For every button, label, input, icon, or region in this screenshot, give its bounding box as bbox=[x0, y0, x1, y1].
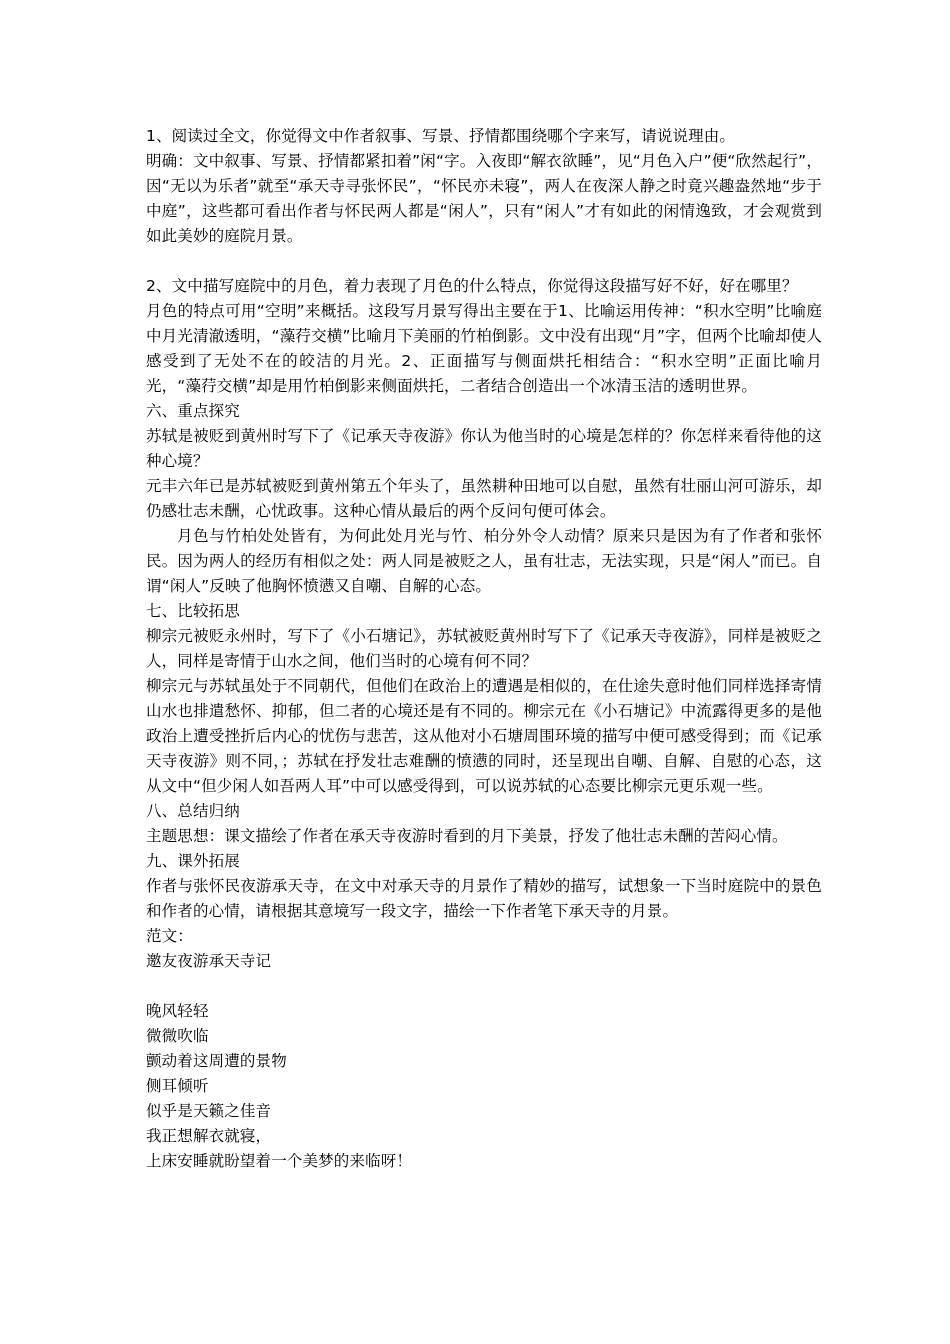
question-1: 1、阅读过全文，你觉得文中作者叙事、写景、抒情都围绕哪个字来写，请说说理由。 bbox=[146, 127, 736, 145]
blank-line bbox=[146, 974, 822, 999]
section-heading-7: 七、比较拓思 bbox=[146, 602, 240, 620]
question-2: 2、文中描写庭院中的月色，着力表现了月色的什么特点，你觉得这段描写好不好，好在哪里？ bbox=[146, 277, 798, 295]
poem-line: 上床安睡就盼望着一个美梦的来临呀！ bbox=[146, 1152, 413, 1170]
poem-line: 微微吹临 bbox=[146, 1027, 209, 1045]
blank-line bbox=[146, 249, 822, 274]
poem-line: 晚风轻轻 bbox=[146, 1002, 209, 1020]
answer-1: 明确：文中叙事、写景、抒情都紧扣着”闲“字。入夜即“解衣欲睡”，见“月色入户”便“欣然起行”，因“无以为乐者”就至“承天寺寻张怀民”，“怀民亦未寝”，两人在夜深人静之时竟兴趣盎然地“步于中庭”，这些都可看出作者与怀民两人都是“闲人”，只有“闲人”才有如此的闲情逸致，才会观赏到如此美妙的庭院月景。 bbox=[146, 152, 822, 245]
extension-task: 作者与张怀民夜游承天寺，在文中对承天寺的月景作了精妙的描写，试想象一下当时庭院中的景色和作者的心情，请根据其意境写一段文字，描绘一下作者笔下承天寺的月景。 bbox=[146, 877, 822, 920]
sample-label: 范文： bbox=[146, 927, 193, 945]
answer-4: 柳宗元与苏轼虽处于不同朝代，但他们在政治上的遭遇是相似的，在仕途失意时他们同样选择寄情山水也排遣愁怀、抑郁，但二者的心境还是有不同的。柳宗元在《小石塘记》中流露得更多的是他政治上遭受挫折后内心的忧伤与悲苦，这从他对小石塘周围环境的描写中便可感受得到；而《记承天寺夜游》则不同，；苏轼在抒发壮志难酬的愤懑的同时，还呈现出自嘲、自解、自慰的心态，这从文中“但少闲人如吾两人耳”中可以感受得到，可以说苏轼的心态要比柳宗元更乐观一些。 bbox=[146, 677, 822, 795]
document-body bbox=[146, 124, 822, 1174]
answer-3-continued: 月色与竹柏处处皆有，为何此处月光与竹、柏分外令人动情？原来只是因为有了作者和张怀民。因为两人的经历有相似之处：两人同是被贬之人，虽有壮志，无法实现，只是“闲人”而已。自谓“闲人”反映了他胸怀愤懑又自嘲、自解的心态。 bbox=[146, 527, 822, 595]
answer-2: 月色的特点可用“空明”来概括。这段写月景写得出主要在于1、比喻运用传神：“积水空明”比喻庭中月光清澈透明，“藻荇交横”比喻月下美丽的竹柏倒影。文中没有出现“月”字，但两个比喻却使人感受到了无处不在的皎洁的月光。2、正面描写与侧面烘托相结合：“积水空明”正面比喻月光，“藻荇交横”却是用竹柏倒影来侧面烘托，二者结合创造出一个冰清玉洁的透明世界。 bbox=[146, 302, 822, 395]
section-heading-9: 九、课外拓展 bbox=[146, 852, 240, 870]
section-heading-6: 六、重点探究 bbox=[146, 402, 240, 420]
poem-line: 侧耳倾听 bbox=[146, 1077, 209, 1095]
poem-line: 我正想解衣就寝， bbox=[146, 1127, 272, 1145]
poem-line: 似乎是天籁之佳音 bbox=[146, 1102, 272, 1120]
poem-line: 颤动着这周遭的景物 bbox=[146, 1052, 287, 1070]
question-3: 苏轼是被贬到黄州时写下了《记承天寺夜游》你认为他当时的心境是怎样的？你怎样来看待他的这种心境？ bbox=[146, 427, 822, 470]
section-heading-8: 八、总结归纳 bbox=[146, 802, 240, 820]
answer-3: 元丰六年已是苏轼被贬到黄州第五个年头了，虽然耕种田地可以自慰，虽然有壮丽山河可游乐，却仍感壮志未酬，心忧政事。这种心情从最后的两个反问句便可体会。 bbox=[146, 477, 822, 520]
theme-summary: 主题思想：课文描绘了作者在承天寺夜游时看到的月下美景，抒发了他壮志未酬的苦闷心情。 bbox=[146, 827, 788, 845]
question-4: 柳宗元被贬永州时，写下了《小石塘记》，苏轼被贬黄州时写下了《记承天寺夜游》，同样是被贬之人，同样是寄情于山水之间，他们当时的心境有何不同？ bbox=[146, 627, 822, 670]
sample-title: 邀友夜游承天寺记 bbox=[146, 952, 272, 970]
